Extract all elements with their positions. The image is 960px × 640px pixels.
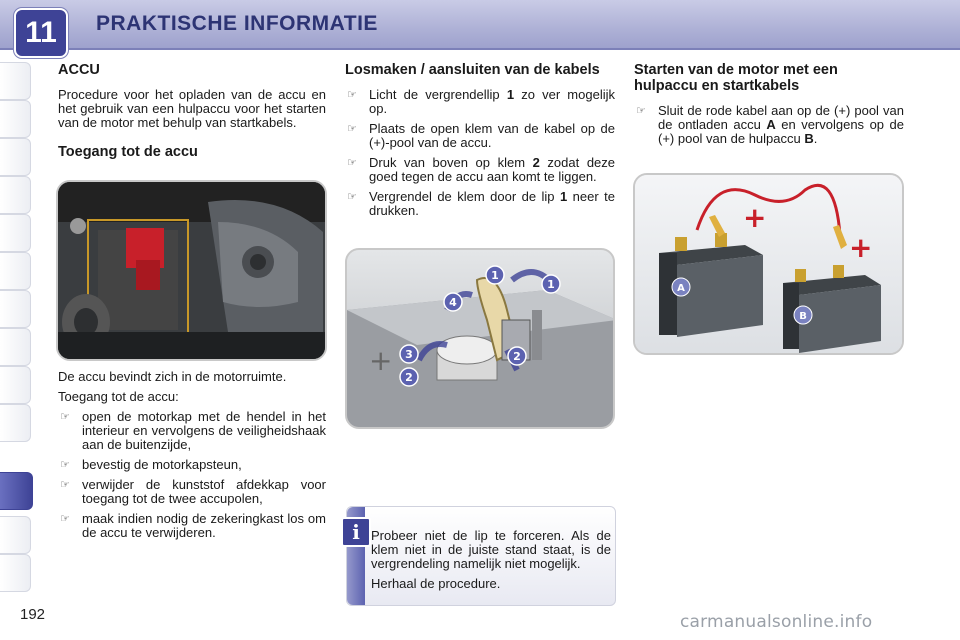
side-tab[interactable]: [0, 554, 31, 592]
pointing-hand-icon: ☞: [347, 123, 357, 135]
intro-text: Procedure voor het opladen van de accu en het gebruik van een hulpaccu voor het starten van de motor met behulp van startkabels.: [58, 87, 326, 130]
cable-column: [345, 62, 615, 224]
battery-clamp-diagram: [345, 248, 615, 429]
access-steps-list: [58, 410, 326, 540]
pointing-hand-icon: ☞: [347, 89, 357, 101]
pointing-hand-icon: ☞: [636, 105, 646, 117]
list-item: ☞ Sluit de rode kabel aan op de (+) pool van de ontladen accu A en vervolgens op de (+) pool van de hulpaccu B.: [636, 103, 904, 146]
pointing-hand-icon: ☞: [60, 411, 70, 423]
pointing-hand-icon: ☞: [60, 479, 70, 491]
diagram-label: 1: [491, 269, 499, 282]
diagram-label: 3: [405, 348, 413, 361]
side-tab[interactable]: [0, 252, 31, 290]
side-tab[interactable]: [0, 138, 31, 176]
pointing-hand-icon: ☞: [60, 513, 70, 525]
pointing-hand-icon: ☞: [347, 157, 357, 169]
list-item: ☞ bevestig de motorkapsteun,: [60, 457, 242, 472]
page-title: PRAKTISCHE INFORMATIE: [96, 12, 378, 35]
section-heading-cables: Losmaken / aansluiten van de kabels: [345, 62, 600, 78]
diagram-label: 4: [449, 296, 457, 309]
diagram-label: 1: [547, 278, 555, 291]
engine-bay-photo: [56, 180, 327, 361]
info-note-text: Probeer niet de lip te forceren. Als de klem niet in de juiste stand staat, is de vergrendeling namelijk niet mogelijk. Herhaal de procedure.: [371, 528, 611, 591]
chapter-number-badge: 11: [14, 8, 68, 58]
list-item: ☞ maak indien nodig de zekeringkast los om de accu te verwijderen.: [60, 511, 326, 540]
list-item: ☞ Druk van boven op klem 2 zodat deze goed tegen de accu aan komt te liggen.: [347, 155, 616, 184]
list-item: ☞ Licht de vergrendellip 1 zo ver mogelijk op.: [347, 87, 615, 116]
battery-location-text: De accu bevindt zich in de motorruimte.: [58, 369, 287, 384]
battery-b-label: B: [799, 311, 807, 322]
clamp-illustration: [347, 250, 615, 429]
side-tab[interactable]: [0, 214, 31, 252]
side-tab[interactable]: [0, 404, 31, 442]
battery-column: [58, 62, 326, 170]
side-tab[interactable]: [0, 366, 31, 404]
diagram-label: 2: [405, 371, 413, 384]
info-icon: i: [341, 517, 371, 547]
list-item: ☞ open de motorkap met de hendel in het interieur en vervolgens de veiligheidshaak aan de buitenzijde,: [60, 409, 326, 452]
battery-access-steps: [58, 370, 326, 546]
jump-start-diagram: [633, 173, 904, 355]
plus-pole-mark: +: [369, 344, 393, 377]
side-tab[interactable]: [0, 290, 31, 328]
plus-sign-a: +: [743, 201, 767, 234]
engine-bay-illustration: [58, 182, 327, 361]
watermark: carmanualsonline.info: [680, 612, 873, 632]
side-tab[interactable]: [0, 176, 31, 214]
pointing-hand-icon: ☞: [60, 459, 70, 471]
list-item: ☞ Plaats de open klem van de kabel op de (+)-pool van de accu.: [347, 121, 615, 150]
plus-sign-b: +: [849, 231, 873, 264]
section-heading-jump-start: Starten van de motor met een hulpaccu en startkabels: [634, 62, 838, 94]
list-item: ☞ Vergrendel de klem door de lip 1 neer te drukken.: [347, 189, 615, 218]
side-tab[interactable]: [0, 100, 31, 138]
access-label: Toegang tot de accu:: [58, 389, 179, 404]
page-number: 192: [20, 606, 46, 623]
section-heading-accu: ACCU: [58, 62, 100, 78]
side-tab[interactable]: [0, 328, 31, 366]
side-tab-active[interactable]: [0, 472, 33, 510]
cable-steps-list: [345, 88, 615, 218]
jump-start-column: [634, 62, 904, 152]
list-item: ☞ verwijder de kunststof afdekkap voor toegang tot de twee accupolen,: [60, 477, 326, 506]
pointing-hand-icon: ☞: [347, 191, 357, 203]
jump-start-steps-list: [634, 104, 904, 146]
diagram-label: 2: [513, 350, 521, 363]
page-header: [0, 0, 960, 50]
battery-a-label: A: [677, 283, 685, 294]
side-tab[interactable]: [0, 62, 31, 100]
section-heading-access: Toegang tot de accu: [58, 144, 198, 160]
side-tab[interactable]: [0, 516, 31, 554]
batteries-illustration: [635, 175, 904, 355]
chapter-side-tabs: [0, 62, 34, 574]
info-note-box: [346, 506, 616, 606]
